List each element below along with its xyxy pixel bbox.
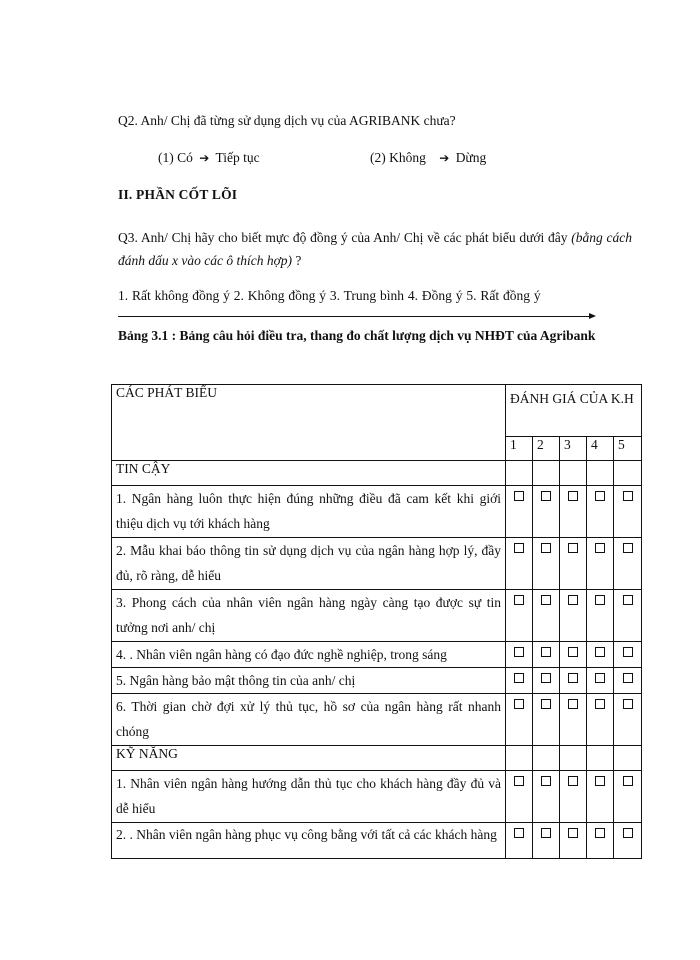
statement: 6. Thời gian chờ đợi xử lý thủ tục, hồ sơ của ngân hàng rất nhanh chóng (112, 694, 506, 746)
statement: 4. . Nhân viên ngân hàng có đạo đức nghề nghiệp, trong sáng (112, 642, 506, 668)
rating-checkbox[interactable] (514, 699, 524, 709)
rating-checkbox[interactable] (623, 595, 633, 605)
survey-table (111, 384, 642, 859)
scale-number: 3 (560, 437, 587, 461)
rating-checkbox[interactable] (623, 543, 633, 553)
q2-option-no-result: Dừng (455, 150, 487, 165)
statement: 1. Ngân hàng luôn thực hiện đúng những điều đã cam kết khi giới thiệu dịch vụ tới khách hàng (112, 486, 506, 538)
rating-checkbox[interactable] (514, 647, 524, 657)
section-title: II. PHẦN CỐT LÕI (118, 187, 238, 202)
rating-checkbox[interactable] (514, 776, 524, 786)
question-q3-suffix: ? (295, 253, 302, 268)
rating-checkbox[interactable] (595, 699, 605, 709)
rating-checkbox[interactable] (568, 699, 578, 709)
rating-checkbox[interactable] (541, 699, 551, 709)
scale-number: 2 (533, 437, 560, 461)
statement: 2. . Nhân viên ngân hàng phục vụ công bằng với tất cả các khách hàng (112, 823, 506, 859)
question-q3-note: (bằng cách đánh dấu x vào các ô thích hợp) (118, 230, 632, 268)
rating-checkbox[interactable] (568, 673, 578, 683)
arrow-right-icon: ➔ (439, 151, 450, 165)
rating-checkbox[interactable] (623, 699, 633, 709)
scale-arrow-icon (118, 316, 594, 317)
rating-checkbox[interactable] (541, 776, 551, 786)
rating-checkbox[interactable] (595, 776, 605, 786)
group-header: TIN CẬY (112, 461, 506, 486)
q2-option-yes (158, 150, 260, 166)
rating-scale: 1. Rất không đồng ý 2. Không đồng ý 3. Trung bình 4. Đồng ý 5. Rất đồng ý (118, 288, 541, 303)
group-header: KỸ NĂNG (112, 746, 506, 771)
statement: 3. Phong cách của nhân viên ngân hàng ngày càng tạo được sự tin tưởng nơi anh/ chị (112, 590, 506, 642)
statement: 1. Nhân viên ngân hàng hướng dẫn thủ tục cho khách hàng đầy đủ và dễ hiểu (112, 771, 506, 823)
rating-checkbox[interactable] (541, 543, 551, 553)
rating-checkbox[interactable] (568, 647, 578, 657)
rating-checkbox[interactable] (623, 647, 633, 657)
rating-checkbox[interactable] (514, 673, 524, 683)
q2-option-no (370, 150, 486, 166)
header-statements: CÁC PHÁT BIỂU (112, 385, 506, 461)
table-caption: Bảng 3.1 : Bảng câu hỏi điều tra, thang đo chất lượng dịch vụ NHĐT của Agribank (118, 328, 596, 343)
q2-option-yes-result: Tiếp tục (215, 150, 260, 165)
rating-checkbox[interactable] (541, 828, 551, 838)
arrow-right-icon: ➔ (199, 151, 210, 165)
rating-checkbox[interactable] (514, 543, 524, 553)
rating-checkbox[interactable] (595, 828, 605, 838)
rating-checkbox[interactable] (541, 647, 551, 657)
rating-checkbox[interactable] (514, 828, 524, 838)
rating-checkbox[interactable] (595, 543, 605, 553)
scale-number: 5 (614, 437, 642, 461)
rating-checkbox[interactable] (595, 491, 605, 501)
question-q3-text: Q3. Anh/ Chị hãy cho biết mực độ đồng ý của Anh/ Chị về các phát biểu dưới đây (118, 230, 568, 245)
rating-checkbox[interactable] (595, 673, 605, 683)
question-q2: Q2. Anh/ Chị đã từng sử dụng dịch vụ của AGRIBANK chưa? (118, 113, 456, 128)
rating-checkbox[interactable] (541, 673, 551, 683)
rating-checkbox[interactable] (568, 543, 578, 553)
rating-checkbox[interactable] (623, 776, 633, 786)
rating-checkbox[interactable] (595, 595, 605, 605)
rating-checkbox[interactable] (541, 595, 551, 605)
rating-checkbox[interactable] (595, 647, 605, 657)
scale-number: 4 (587, 437, 614, 461)
rating-checkbox[interactable] (568, 491, 578, 501)
header-evaluation: ĐÁNH GIÁ CỦA K.H (506, 385, 642, 437)
rating-checkbox[interactable] (568, 595, 578, 605)
rating-checkbox[interactable] (514, 491, 524, 501)
rating-checkbox[interactable] (541, 491, 551, 501)
q2-option-no-label: (2) Không (370, 150, 426, 165)
question-q3 (118, 226, 632, 272)
q2-option-yes-label: (1) Có (158, 150, 193, 165)
statement: 5. Ngân hàng bảo mật thông tin của anh/ chị (112, 668, 506, 694)
rating-checkbox[interactable] (514, 595, 524, 605)
statement: 2. Mẫu khai báo thông tin sử dụng dịch vụ của ngân hàng hợp lý, đầy đủ, rõ ràng, dễ hiểu (112, 538, 506, 590)
rating-checkbox[interactable] (568, 828, 578, 838)
rating-checkbox[interactable] (623, 828, 633, 838)
rating-checkbox[interactable] (568, 776, 578, 786)
scale-number: 1 (506, 437, 533, 461)
rating-checkbox[interactable] (623, 673, 633, 683)
rating-checkbox[interactable] (623, 491, 633, 501)
